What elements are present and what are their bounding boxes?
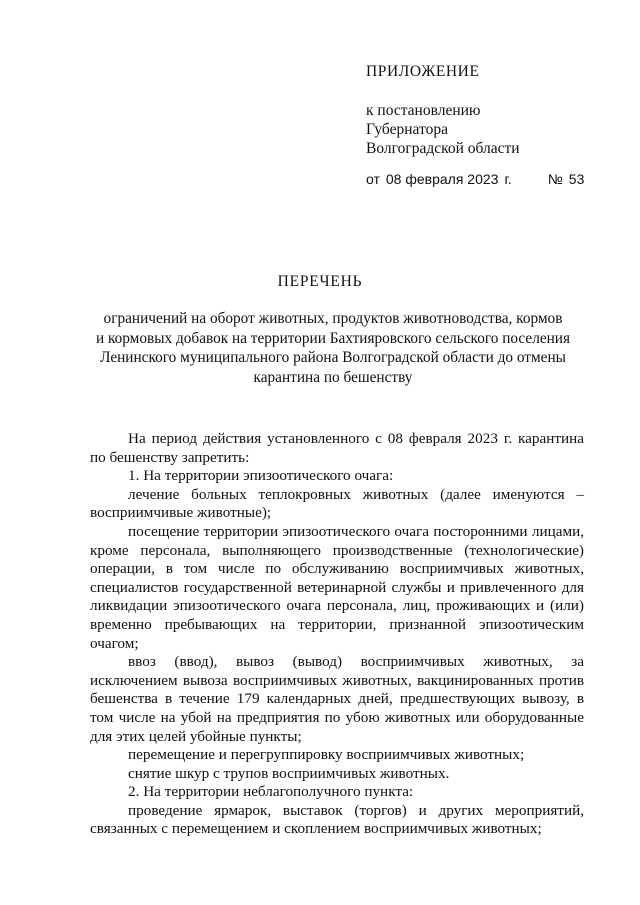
attachment-block [366, 62, 606, 158]
body-paragraph: перемещение и перегруппировку восприимчивых животных; [128, 746, 525, 764]
body-paragraph: посещение территории эпизоотического очага посторонними лицами, кроме персонала, выполняющего производственные (технологические) операции, в том числе по обслуживанию восприимчивых животных, специалистов государственной ветеринарной службы и привлеченного для ликвидации эпизоотического очага персонала, лиц, проживающих и (или) временно пребывающих на территории, признанной эпизоотическим очагом; [90, 522, 584, 652]
attachment-line-1: к постановлению [366, 102, 481, 119]
date-value: 08 февраля 2023 [385, 171, 499, 187]
subheading-line: Ленинского муниципального района Волгоградской области до отмены [100, 349, 566, 366]
year-suffix: г. [504, 171, 512, 187]
attachment-date-line [366, 170, 606, 189]
body-paragraph: ввоз (ввод), вывоз (вывод) восприимчивых животных, за исключением вывоза восприимчивых животных, вакцинированных против бешенства в течение 179 календарных дней, предшествующих вывозу, в том числе на убой на предприятия по убою животных или оборудованные для этих целей убойные пункты; [90, 653, 584, 745]
document-subheading [88, 309, 578, 387]
body-paragraph: лечение больных теплокровных животных (далее именуются – восприимчивые животные); [90, 485, 584, 522]
number-label: № [547, 171, 563, 187]
attachment-line-3: Волгоградской области [366, 140, 520, 157]
body-paragraph: На период действия установленного с 08 февраля 2023 г. карантина по бешенству запретить: [90, 430, 584, 466]
document-body [90, 430, 584, 839]
document-heading: ПЕРЕЧЕНЬ [277, 273, 363, 290]
attachment-title: ПРИЛОЖЕНИЕ [366, 63, 480, 80]
body-paragraph: проведение ярмарок, выставок (торгов) и других мероприятий, связанных с перемещением и скоплением восприимчивых животных; [90, 801, 584, 838]
number-value: 53 [568, 171, 585, 187]
attachment-line-2: Губернатора [366, 121, 448, 138]
body-paragraph: 2. На территории неблагополучного пункта: [128, 783, 414, 801]
subheading-line: карантина по бешенству [253, 368, 413, 386]
subheading-line: и кормовых добавок на территории Бахтияровского сельского поселения [95, 329, 571, 347]
date-prefix: от [366, 171, 380, 187]
subheading-line: ограничений на оборот животных, продуктов животноводства, кормов [103, 310, 563, 327]
body-paragraph: снятие шкур с трупов восприимчивых животных. [128, 764, 450, 782]
body-paragraph: 1. На территории эпизоотического очага: [128, 467, 394, 485]
